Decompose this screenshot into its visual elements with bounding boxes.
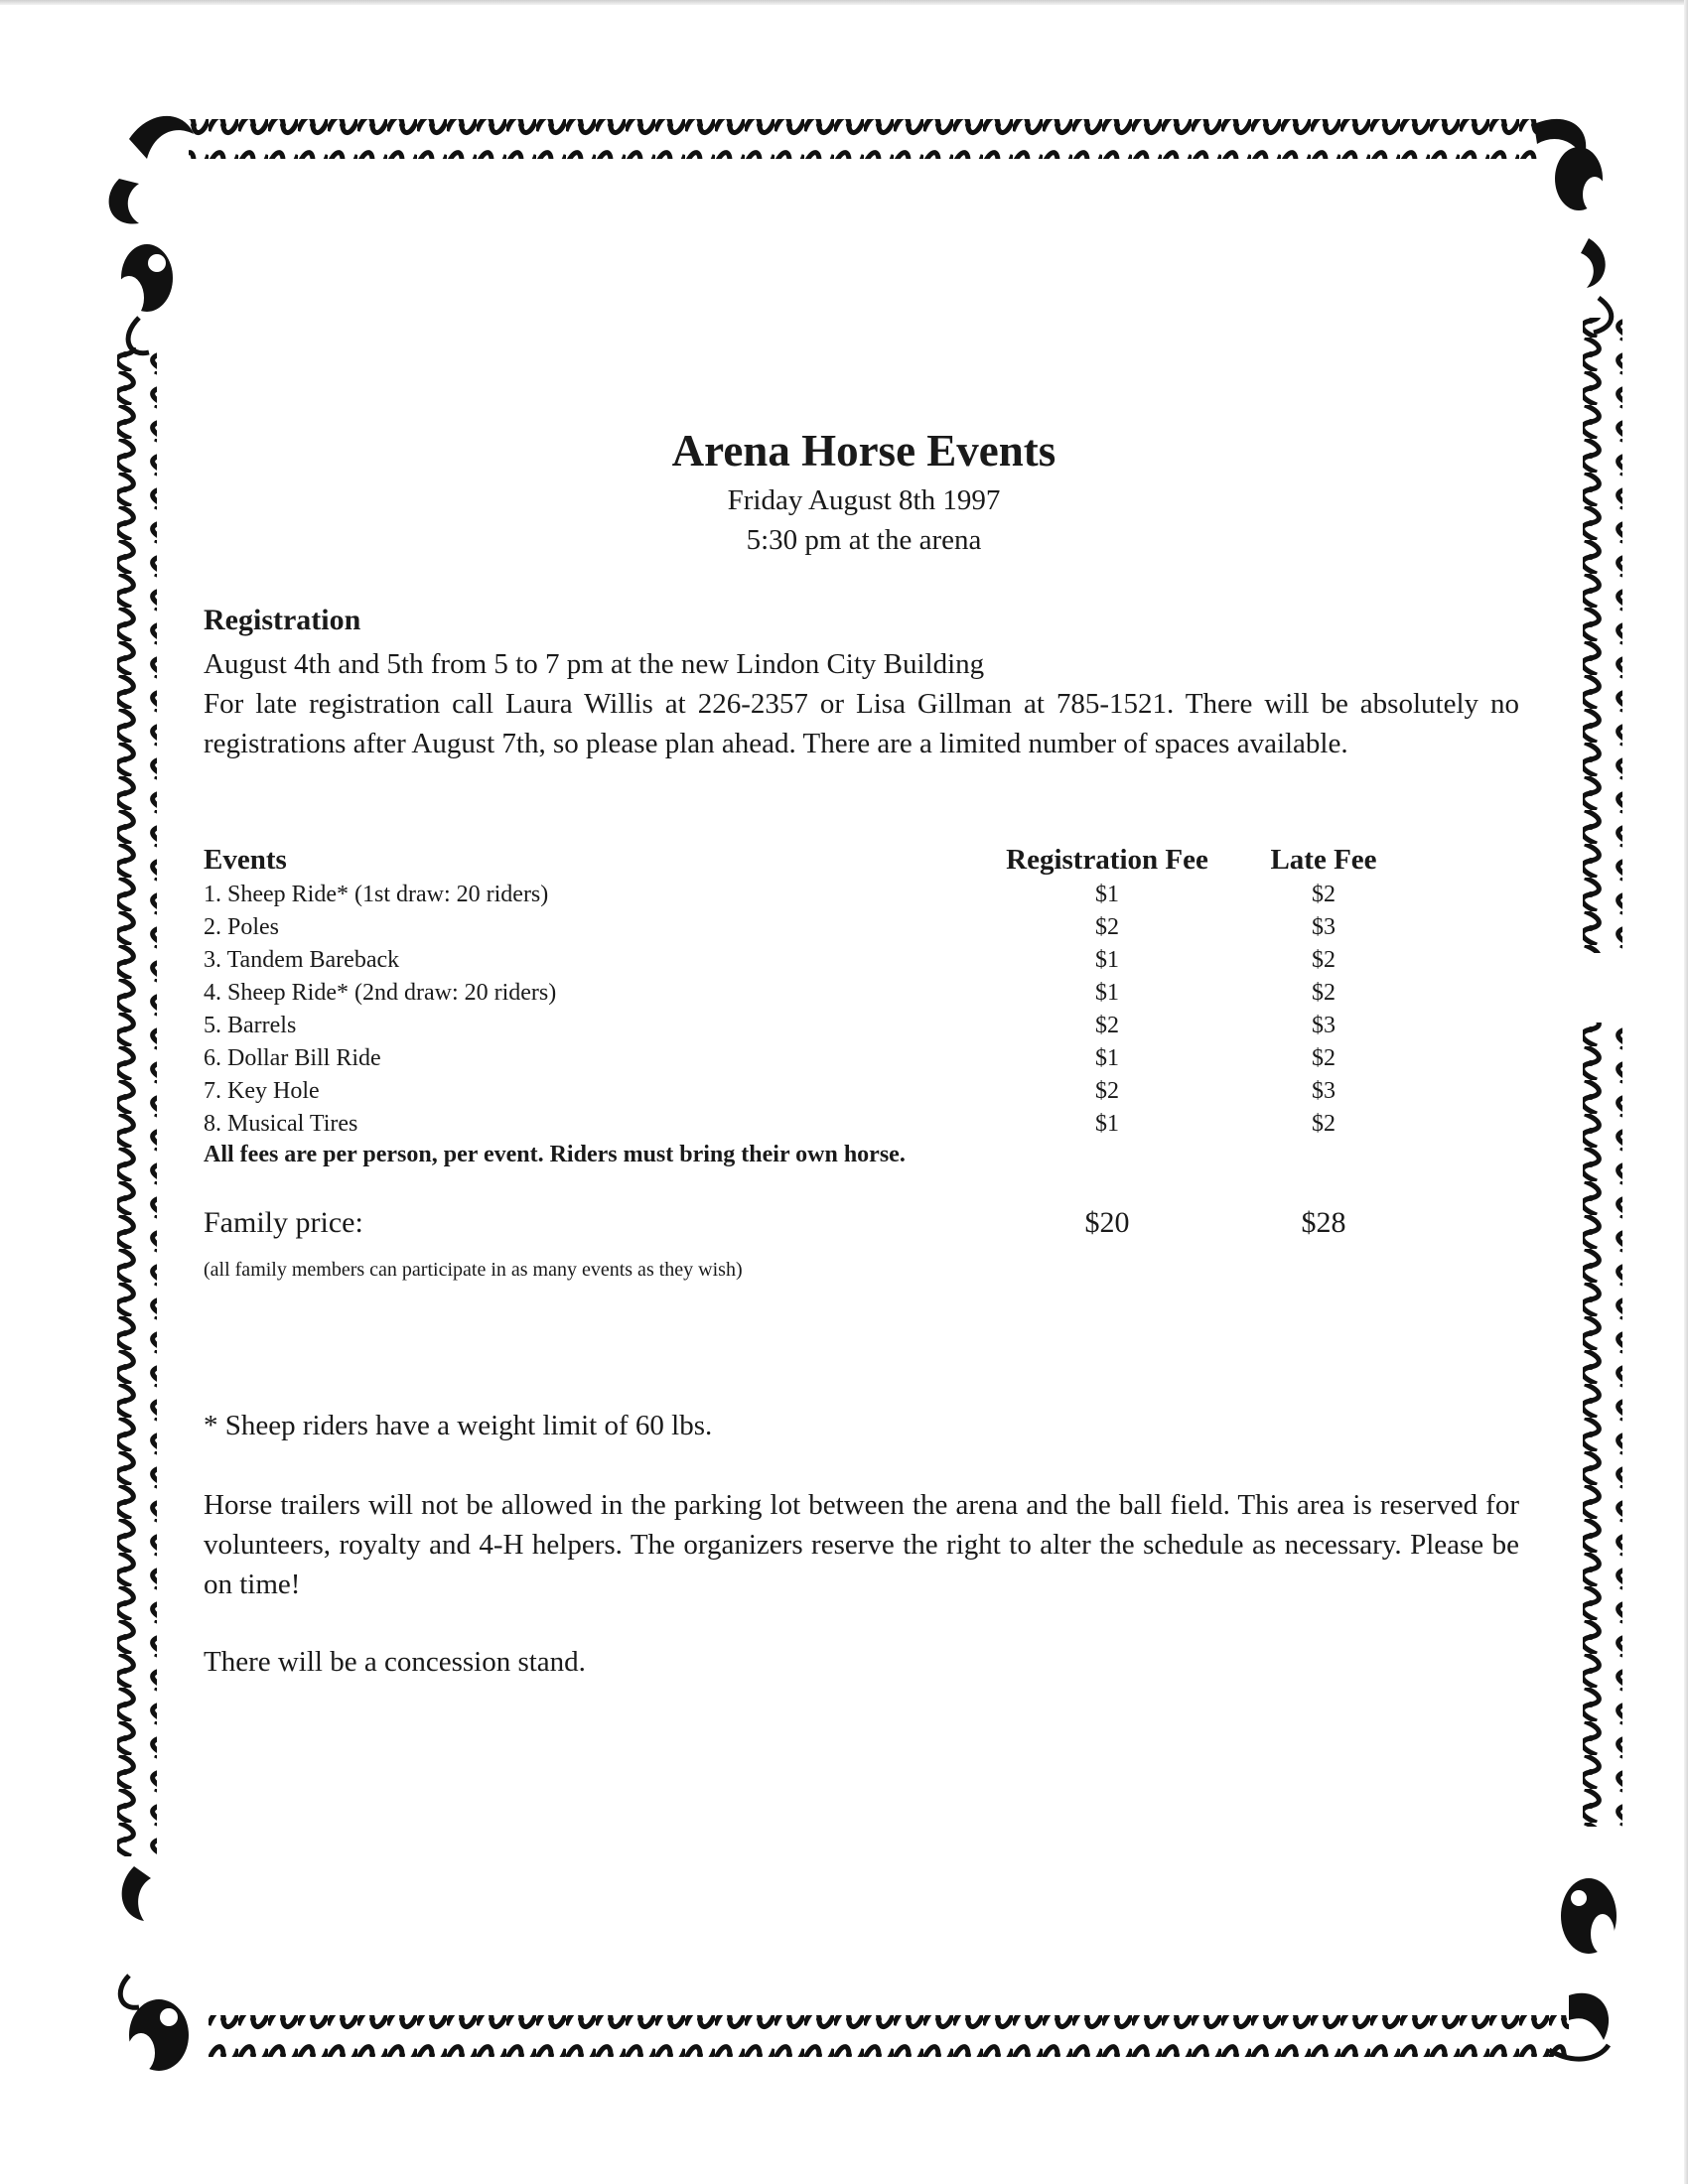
late-registration-paragraph: For late registration call Laura Willis at 226-2357 or Lisa Gillman at 785-1521. There will be absolutely no registrations after August 7th, so please plan ahead. There are a limited number of spaces available. bbox=[204, 688, 1519, 759]
family-price-label: Family price: bbox=[204, 1206, 363, 1239]
event-late-fee: $3 bbox=[1312, 1078, 1336, 1104]
registration-body bbox=[204, 644, 1519, 763]
top-border-band bbox=[189, 119, 1539, 159]
event-late-fee: $2 bbox=[1312, 882, 1336, 907]
event-name: 4. Sheep Ride* (2nd draw: 20 riders) bbox=[204, 980, 557, 1006]
family-price-note: (all family members can participate in as many events as they wish) bbox=[204, 1259, 743, 1281]
fees-note: All fees are per person, per event. Riders must bring their own horse. bbox=[204, 1142, 906, 1167]
event-registration-fee: $1 bbox=[1095, 1111, 1119, 1137]
corner-ornament-top-left bbox=[109, 116, 194, 353]
event-name: 3. Tandem Bareback bbox=[204, 947, 400, 973]
left-border-band bbox=[117, 347, 157, 1856]
concession-note: There will be a concession stand. bbox=[204, 1646, 586, 1678]
table-row bbox=[204, 1078, 1524, 1111]
right-border-band-lower bbox=[1583, 1023, 1622, 1827]
table-row bbox=[204, 1045, 1524, 1078]
family-price-row bbox=[204, 1206, 1524, 1250]
event-registration-fee: $1 bbox=[1095, 947, 1119, 973]
bottom-border-band bbox=[209, 2015, 1569, 2057]
registration-heading: Registration bbox=[204, 604, 361, 636]
page-title: Arena Horse Events bbox=[671, 426, 1056, 476]
event-registration-fee: $2 bbox=[1095, 1013, 1119, 1038]
event-date: Friday August 8th 1997 bbox=[727, 484, 1001, 516]
registration-fee-column-header: Registration Fee bbox=[1006, 844, 1208, 876]
table-row bbox=[204, 947, 1524, 980]
event-late-fee: $2 bbox=[1312, 1111, 1336, 1137]
sheep-weight-note: * Sheep riders have a weight limit of 60 lbs. bbox=[204, 1410, 713, 1441]
late-fee-column-header: Late Fee bbox=[1270, 844, 1377, 876]
trailer-parking-note: Horse trailers will not be allowed in the parking lot between the arena and the ball field. This area is reserved for volunteers, royalty and 4-H helpers. The organizers reserve the right to alter the schedule as necessary. Please be on time! bbox=[204, 1489, 1519, 1600]
event-late-fee: $2 bbox=[1312, 947, 1336, 973]
event-name: 6. Dollar Bill Ride bbox=[204, 1045, 381, 1071]
family-late-price: $28 bbox=[1301, 1206, 1346, 1239]
event-name: 5. Barrels bbox=[204, 1013, 297, 1038]
table-row bbox=[204, 1111, 1524, 1144]
event-name: 7. Key Hole bbox=[204, 1078, 320, 1104]
event-late-fee: $2 bbox=[1312, 1045, 1336, 1071]
event-name: 8. Musical Tires bbox=[204, 1111, 358, 1137]
table-row bbox=[204, 980, 1524, 1013]
event-name: 1. Sheep Ride* (1st draw: 20 riders) bbox=[204, 882, 549, 907]
event-registration-fee: $2 bbox=[1095, 1078, 1119, 1104]
event-name: 2. Poles bbox=[204, 914, 280, 940]
table-row bbox=[204, 882, 1524, 914]
table-row bbox=[204, 914, 1524, 947]
event-late-fee: $3 bbox=[1312, 914, 1336, 940]
event-time-location: 5:30 pm at the arena bbox=[746, 524, 982, 556]
event-late-fee: $2 bbox=[1312, 980, 1336, 1006]
registration-dates: August 4th and 5th from 5 to 7 pm at the new Lindon City Building bbox=[204, 648, 985, 680]
event-registration-fee: $1 bbox=[1095, 1045, 1119, 1071]
table-row bbox=[204, 1013, 1524, 1045]
corner-ornament-top-right bbox=[1534, 119, 1612, 333]
events-table-header bbox=[204, 844, 1524, 882]
corner-ornament-bottom-left bbox=[120, 1866, 189, 2073]
event-late-fee: $3 bbox=[1312, 1013, 1336, 1038]
right-border-band-upper bbox=[1583, 318, 1622, 953]
event-registration-fee: $1 bbox=[1095, 980, 1119, 1006]
events-table bbox=[204, 844, 1524, 1144]
event-registration-fee: $2 bbox=[1095, 914, 1119, 940]
events-column-header: Events bbox=[204, 844, 287, 876]
family-registration-price: $20 bbox=[1084, 1206, 1130, 1239]
event-registration-fee: $1 bbox=[1095, 882, 1119, 907]
